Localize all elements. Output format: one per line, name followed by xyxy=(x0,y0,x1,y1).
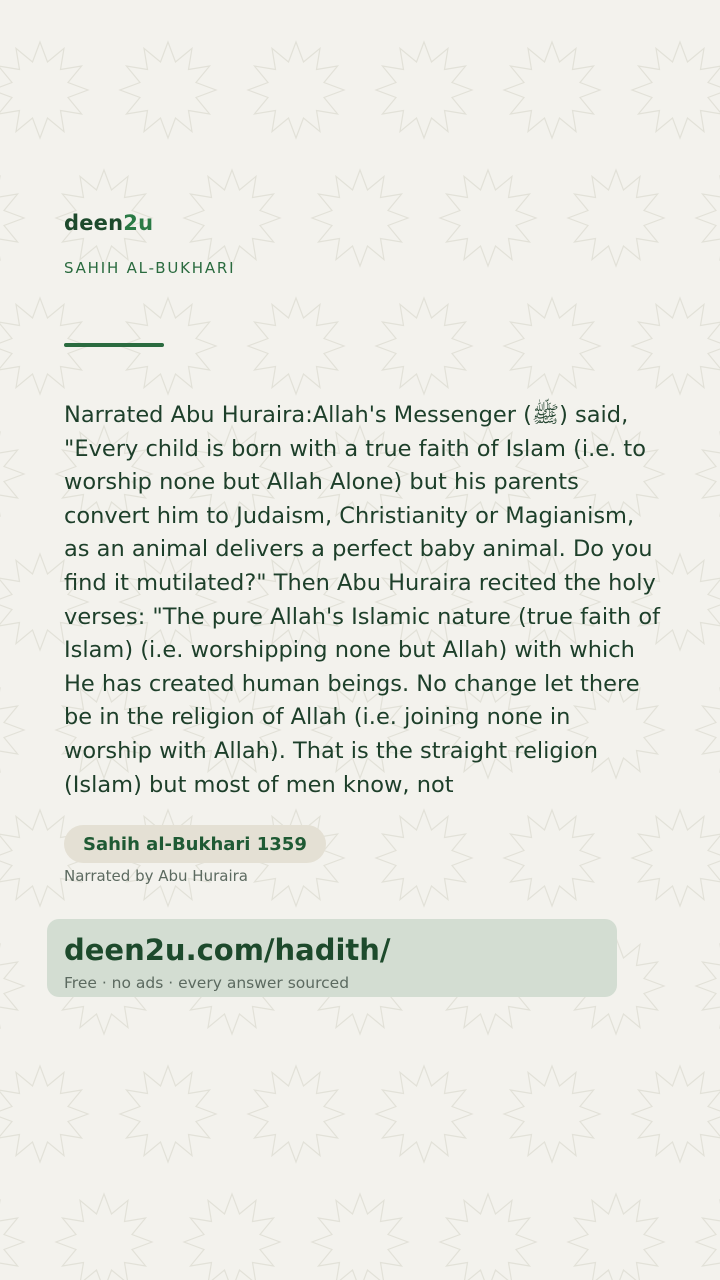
hadith-text: Narrated Abu Huraira:Allah's Messenger (ﷺ) said, "Every child is born with a true faith of Islam (i.e. to worship none but Allah Alone) but his parents convert him to Judaism, Christianity or Magianism, as an animal delivers a perfect baby animal. Do you find it mutilated?" Then Abu Huraira recited the holy verses: "The pure Allah's Islamic nature (true faith of Islam) (i.e. worshipping none but Allah) with which He has created human beings. No change let there be in the religion of Allah (i.e. joining none in worship with Allah). That is the straight religion (Islam) but most of men know, not xyxy=(64,402,661,798)
narrator-label: Narrated by Abu Huraira xyxy=(64,867,248,885)
brand-name-accent: 2u xyxy=(123,211,154,235)
cta-url-link[interactable]: deen2u.com/hadith/ xyxy=(64,933,391,967)
brand-logo xyxy=(64,211,153,235)
reference-badge xyxy=(64,825,326,863)
collection-label: SAHIH AL-BUKHARI xyxy=(64,259,236,277)
cta-box[interactable] xyxy=(47,919,617,997)
reference-label: Sahih al-Bukhari 1359 xyxy=(83,833,307,855)
brand-name-main: deen xyxy=(64,211,124,235)
divider xyxy=(64,343,164,347)
cta-tagline: Free · no ads · every answer sourced xyxy=(64,974,350,992)
